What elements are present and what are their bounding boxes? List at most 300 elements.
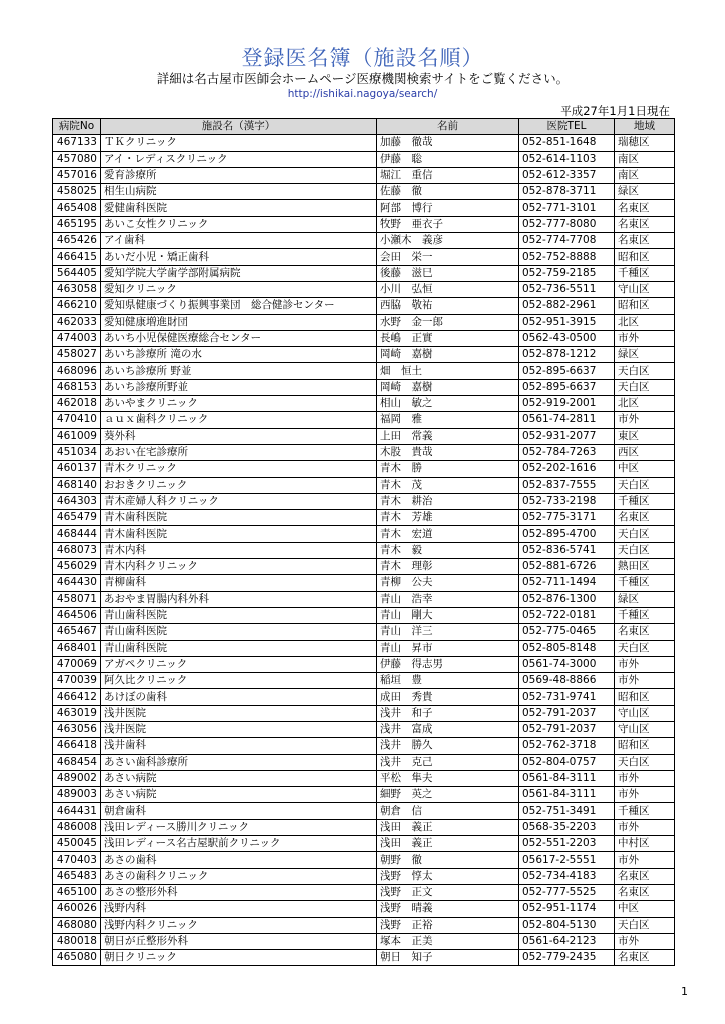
cell-name: 上田 常義 (377, 428, 519, 444)
cell-no: 468444 (53, 526, 101, 542)
cell-tel: 052-614-1103 (519, 151, 615, 167)
table-row (53, 559, 675, 575)
table-row (53, 233, 675, 249)
cell-area: 天白区 (615, 754, 675, 770)
cell-name: 牧野 亜衣子 (377, 216, 519, 232)
cell-tel: 052-551-2203 (519, 836, 615, 852)
cell-name: 青柳 公夫 (377, 575, 519, 591)
cell-name: 青山 昇市 (377, 640, 519, 656)
cell-name: 成田 秀貴 (377, 689, 519, 705)
cell-name: 会田 栄一 (377, 249, 519, 265)
cell-tel: 052-762-3718 (519, 738, 615, 754)
cell-area: 天白区 (615, 917, 675, 933)
column-header-tel: 医院TEL (519, 119, 615, 135)
cell-area: 昭和区 (615, 689, 675, 705)
cell-name: 浅田 義正 (377, 819, 519, 835)
table-row (53, 721, 675, 737)
cell-tel: 052-722-0181 (519, 607, 615, 623)
cell-name: 浅野 晴義 (377, 901, 519, 917)
cell-facility: 浅田レディース勝川クリニック (101, 819, 377, 835)
cell-no: 480018 (53, 933, 101, 949)
table-row (53, 444, 675, 460)
cell-no: 456029 (53, 559, 101, 575)
cell-name: 浅野 惇太 (377, 868, 519, 884)
cell-no: 466418 (53, 738, 101, 754)
cell-no: 457016 (53, 167, 101, 183)
page-number: 1 (681, 985, 688, 998)
cell-area: 天白区 (615, 526, 675, 542)
cell-tel: 052-779-2435 (519, 950, 615, 966)
table-row (53, 281, 675, 297)
cell-tel: 052-878-3711 (519, 184, 615, 200)
cell-no: 464430 (53, 575, 101, 591)
cell-tel: 0561-64-2123 (519, 933, 615, 949)
cell-name: 岡崎 嘉樹 (377, 347, 519, 363)
cell-facility: 浅野内科クリニック (101, 917, 377, 933)
cell-name: 青木 勝 (377, 461, 519, 477)
cell-name: 朝日 知子 (377, 950, 519, 966)
cell-name: 浅野 正文 (377, 884, 519, 900)
cell-facility: あいち診療所野並 (101, 379, 377, 395)
cell-name: 青木 理彰 (377, 559, 519, 575)
cell-name: 朝野 徹 (377, 852, 519, 868)
table-row (53, 249, 675, 265)
cell-tel: 052-931-2077 (519, 428, 615, 444)
cell-facility: 葵外科 (101, 428, 377, 444)
cell-facility: あさい病院 (101, 787, 377, 803)
cell-area: 千種区 (615, 493, 675, 509)
cell-tel: 0562-43-0500 (519, 330, 615, 346)
cell-tel: 052-895-6637 (519, 363, 615, 379)
registry-table (52, 118, 675, 966)
cell-no: 564405 (53, 265, 101, 281)
table-row (53, 884, 675, 900)
cell-facility: 愛知クリニック (101, 281, 377, 297)
cell-no: 465483 (53, 868, 101, 884)
cell-facility: あさの歯科クリニック (101, 868, 377, 884)
table-row (53, 803, 675, 819)
table-row (53, 836, 675, 852)
cell-no: 489003 (53, 787, 101, 803)
cell-no: 463056 (53, 721, 101, 737)
cell-facility: あさの整形外科 (101, 884, 377, 900)
cell-no: 465408 (53, 200, 101, 216)
cell-tel: 0561-74-3000 (519, 656, 615, 672)
cell-name: 西脇 敬祐 (377, 298, 519, 314)
cell-no: 465467 (53, 624, 101, 640)
cell-facility: 愛知学院大学歯学部附属病院 (101, 265, 377, 281)
cell-name: 稲垣 豊 (377, 673, 519, 689)
cell-no: 468401 (53, 640, 101, 656)
cell-no: 458071 (53, 591, 101, 607)
column-header-area: 地域 (615, 119, 675, 135)
cell-name: 伊藤 得志男 (377, 656, 519, 672)
table-row (53, 526, 675, 542)
cell-facility: 浅田レディース名古屋駅前クリニック (101, 836, 377, 852)
cell-no: 470069 (53, 656, 101, 672)
table-row (53, 705, 675, 721)
cell-area: 市外 (615, 412, 675, 428)
cell-tel: 05617-2-5551 (519, 852, 615, 868)
cell-area: 昭和区 (615, 249, 675, 265)
table-row (53, 151, 675, 167)
as-of-date: 平成27年1月1日現在 (560, 104, 670, 118)
cell-tel: 052-752-8888 (519, 249, 615, 265)
cell-name: 小川 弘恒 (377, 281, 519, 297)
cell-tel: 052-777-5525 (519, 884, 615, 900)
cell-name: 浅井 勝久 (377, 738, 519, 754)
cell-no: 465195 (53, 216, 101, 232)
cell-area: 守山区 (615, 281, 675, 297)
cell-tel: 052-895-4700 (519, 526, 615, 542)
cell-area: 名東区 (615, 510, 675, 526)
cell-no: 468140 (53, 477, 101, 493)
table-row (53, 461, 675, 477)
table-row (53, 265, 675, 281)
table-row (53, 738, 675, 754)
cell-no: 464431 (53, 803, 101, 819)
cell-area: 名東区 (615, 200, 675, 216)
cell-name: 岡崎 嘉樹 (377, 379, 519, 395)
cell-tel: 052-612-3357 (519, 167, 615, 183)
cell-area: 西区 (615, 444, 675, 460)
cell-tel: 052-951-3915 (519, 314, 615, 330)
cell-no: 458027 (53, 347, 101, 363)
cell-name: 青山 浩幸 (377, 591, 519, 607)
cell-facility: あいち診療所 滝の水 (101, 347, 377, 363)
table-row (53, 901, 675, 917)
cell-facility: 浅井歯科 (101, 738, 377, 754)
cell-facility: あおやま胃腸内科外科 (101, 591, 377, 607)
cell-facility: あいやまクリニック (101, 396, 377, 412)
cell-tel: 052-851-1648 (519, 135, 615, 151)
cell-tel: 052-876-1300 (519, 591, 615, 607)
column-header-facility: 施設名（漢字） (101, 119, 377, 135)
table-row (53, 347, 675, 363)
cell-area: 市外 (615, 673, 675, 689)
cell-area: 守山区 (615, 721, 675, 737)
cell-name: 青木 芳雄 (377, 510, 519, 526)
cell-tel: 052-775-0465 (519, 624, 615, 640)
cell-area: 千種区 (615, 607, 675, 623)
cell-name: 浅野 正裕 (377, 917, 519, 933)
cell-name: 浅井 克己 (377, 754, 519, 770)
cell-area: 天白区 (615, 363, 675, 379)
cell-area: 市外 (615, 330, 675, 346)
cell-facility: あいち小児保健医療総合センター (101, 330, 377, 346)
cell-no: 462033 (53, 314, 101, 330)
column-header-name: 名前 (377, 119, 519, 135)
cell-facility: 朝日が丘整形外科 (101, 933, 377, 949)
cell-name: 平松 隼夫 (377, 770, 519, 786)
table-row (53, 200, 675, 216)
cell-tel: 052-736-5511 (519, 281, 615, 297)
cell-facility: あいこ女性クリニック (101, 216, 377, 232)
cell-facility: 浅井医院 (101, 705, 377, 721)
cell-no: 467133 (53, 135, 101, 151)
cell-tel: 052-734-4183 (519, 868, 615, 884)
cell-area: 緑区 (615, 184, 675, 200)
cell-area: 中区 (615, 901, 675, 917)
cell-tel: 052-791-2037 (519, 705, 615, 721)
cell-area: 南区 (615, 151, 675, 167)
cell-tel: 052-805-8148 (519, 640, 615, 656)
cell-name: 木股 貴哉 (377, 444, 519, 460)
cell-tel: 052-751-3491 (519, 803, 615, 819)
cell-area: 千種区 (615, 803, 675, 819)
cell-no: 462018 (53, 396, 101, 412)
table-row (53, 575, 675, 591)
cell-area: 南区 (615, 167, 675, 183)
cell-tel: 052-759-2185 (519, 265, 615, 281)
table-row (53, 412, 675, 428)
cell-facility: 阿久比クリニック (101, 673, 377, 689)
table-row (53, 607, 675, 623)
cell-name: 浅井 和子 (377, 705, 519, 721)
cell-tel: 052-771-3101 (519, 200, 615, 216)
cell-no: 463019 (53, 705, 101, 721)
cell-area: 天白区 (615, 542, 675, 558)
cell-tel: 052-837-7555 (519, 477, 615, 493)
table-row (53, 933, 675, 949)
cell-facility: 朝倉歯科 (101, 803, 377, 819)
cell-area: 天白区 (615, 379, 675, 395)
cell-no: 470039 (53, 673, 101, 689)
table-row (53, 330, 675, 346)
cell-area: 市外 (615, 770, 675, 786)
table-row (53, 950, 675, 966)
cell-no: 486008 (53, 819, 101, 835)
cell-area: 市外 (615, 933, 675, 949)
cell-area: 昭和区 (615, 298, 675, 314)
table-row (53, 363, 675, 379)
cell-facility: 青木産婦人科クリニック (101, 493, 377, 509)
search-url-link[interactable]: http://ishikai.nagoya/search/ (287, 88, 438, 100)
cell-name: 青木 耕治 (377, 493, 519, 509)
table-row (53, 167, 675, 183)
cell-area: 東区 (615, 428, 675, 444)
cell-tel: 052-881-6726 (519, 559, 615, 575)
cell-no: 458025 (53, 184, 101, 200)
cell-name: 畑 恒土 (377, 363, 519, 379)
table-row (53, 542, 675, 558)
cell-name: 伊藤 聡 (377, 151, 519, 167)
cell-area: 天白区 (615, 640, 675, 656)
cell-no: 468073 (53, 542, 101, 558)
table-row (53, 852, 675, 868)
cell-no: 451034 (53, 444, 101, 460)
cell-area: 千種区 (615, 265, 675, 281)
cell-facility: 青木内科 (101, 542, 377, 558)
cell-name: 加藤 徹哉 (377, 135, 519, 151)
cell-tel: 0561-74-2811 (519, 412, 615, 428)
cell-tel: 052-804-0757 (519, 754, 615, 770)
cell-name: 浅井 富成 (377, 721, 519, 737)
cell-tel: 052-882-2961 (519, 298, 615, 314)
table-row (53, 868, 675, 884)
column-header-no: 病院No (53, 119, 101, 135)
cell-tel: 052-951-1174 (519, 901, 615, 917)
cell-facility: アガペクリニック (101, 656, 377, 672)
cell-area: 中村区 (615, 836, 675, 852)
cell-facility: あいち診療所 野並 (101, 363, 377, 379)
cell-no: 464303 (53, 493, 101, 509)
cell-name: 朝倉 信 (377, 803, 519, 819)
table-row (53, 640, 675, 656)
cell-name: 相山 敏之 (377, 396, 519, 412)
cell-tel: 052-711-1494 (519, 575, 615, 591)
cell-facility: 青木歯科医院 (101, 526, 377, 542)
cell-tel: 0569-48-8866 (519, 673, 615, 689)
cell-area: 名東区 (615, 624, 675, 640)
table-header-row (53, 119, 675, 135)
table-row (53, 787, 675, 803)
cell-facility: 朝日クリニック (101, 950, 377, 966)
cell-no: 465100 (53, 884, 101, 900)
cell-facility: 青山歯科医院 (101, 624, 377, 640)
subtitle: 詳細は名古屋市医師会ホームページ医療機関検索サイトをご覧ください。 (156, 71, 569, 86)
cell-area: 名東区 (615, 950, 675, 966)
cell-area: 市外 (615, 787, 675, 803)
cell-name: 水野 金一郎 (377, 314, 519, 330)
cell-name: 青木 茂 (377, 477, 519, 493)
cell-name: 塚本 正美 (377, 933, 519, 949)
cell-facility: あさの歯科 (101, 852, 377, 868)
cell-no: 468153 (53, 379, 101, 395)
table-row (53, 591, 675, 607)
cell-facility: 愛育診療所 (101, 167, 377, 183)
cell-name: 青山 剛大 (377, 607, 519, 623)
cell-area: 名東区 (615, 884, 675, 900)
cell-no: 474003 (53, 330, 101, 346)
cell-facility: あさい歯科診療所 (101, 754, 377, 770)
cell-tel: 052-777-8080 (519, 216, 615, 232)
cell-no: 463058 (53, 281, 101, 297)
cell-facility: 愛知県健康づくり振興事業団 総合健診センター (101, 298, 377, 314)
cell-area: 名東区 (615, 868, 675, 884)
table-row (53, 298, 675, 314)
page-title: 登録医名簿（施設名順） (241, 46, 484, 70)
cell-no: 468080 (53, 917, 101, 933)
cell-facility: 青柳歯科 (101, 575, 377, 591)
cell-no: 465426 (53, 233, 101, 249)
cell-facility: アイ・レディスクリニック (101, 151, 377, 167)
cell-tel: 052-804-5130 (519, 917, 615, 933)
cell-tel: 052-733-2198 (519, 493, 615, 509)
cell-no: 466210 (53, 298, 101, 314)
cell-no: 461009 (53, 428, 101, 444)
cell-tel: 052-202-1616 (519, 461, 615, 477)
cell-area: 瑞穂区 (615, 135, 675, 151)
cell-area: 名東区 (615, 216, 675, 232)
cell-no: 466415 (53, 249, 101, 265)
cell-no: 489002 (53, 770, 101, 786)
cell-area: 市外 (615, 819, 675, 835)
cell-name: 長嶋 正實 (377, 330, 519, 346)
cell-area: 市外 (615, 852, 675, 868)
cell-facility: 青木内科クリニック (101, 559, 377, 575)
cell-facility: 青木クリニック (101, 461, 377, 477)
table-row (53, 673, 675, 689)
cell-area: 千種区 (615, 575, 675, 591)
cell-facility: ＴＫクリニック (101, 135, 377, 151)
cell-tel: 052-775-3171 (519, 510, 615, 526)
cell-facility: 相生山病院 (101, 184, 377, 200)
table-row (53, 689, 675, 705)
cell-facility: アイ歯科 (101, 233, 377, 249)
cell-facility: あけぼの歯科 (101, 689, 377, 705)
cell-name: 後藤 滋巳 (377, 265, 519, 281)
cell-tel: 052-784-7263 (519, 444, 615, 460)
cell-tel: 052-791-2037 (519, 721, 615, 737)
cell-facility: 愛知健康増進財団 (101, 314, 377, 330)
cell-area: 昭和区 (615, 738, 675, 754)
cell-tel: 052-895-6637 (519, 379, 615, 395)
cell-facility: あおい在宅診療所 (101, 444, 377, 460)
cell-area: 天白区 (615, 477, 675, 493)
cell-no: 460137 (53, 461, 101, 477)
table-row (53, 428, 675, 444)
cell-name: 阿部 博行 (377, 200, 519, 216)
cell-facility: 青木歯科医院 (101, 510, 377, 526)
cell-no: 460026 (53, 901, 101, 917)
cell-no: 470410 (53, 412, 101, 428)
table-row (53, 184, 675, 200)
table-row (53, 135, 675, 151)
table-row (53, 819, 675, 835)
cell-no: 468096 (53, 363, 101, 379)
cell-facility: ａｕｘ歯科クリニック (101, 412, 377, 428)
cell-tel: 052-919-2001 (519, 396, 615, 412)
cell-area: 守山区 (615, 705, 675, 721)
cell-no: 464506 (53, 607, 101, 623)
table-row (53, 656, 675, 672)
cell-name: 青木 毅 (377, 542, 519, 558)
cell-facility: 浅井医院 (101, 721, 377, 737)
cell-tel: 052-878-1212 (519, 347, 615, 363)
cell-facility: 青山歯科医院 (101, 640, 377, 656)
cell-area: 市外 (615, 656, 675, 672)
cell-no: 470403 (53, 852, 101, 868)
cell-area: 中区 (615, 461, 675, 477)
cell-name: 青山 洋三 (377, 624, 519, 640)
cell-area: 緑区 (615, 347, 675, 363)
cell-facility: あさい病院 (101, 770, 377, 786)
table-row (53, 624, 675, 640)
table-row (53, 396, 675, 412)
cell-no: 468454 (53, 754, 101, 770)
table-row (53, 216, 675, 232)
cell-no: 457080 (53, 151, 101, 167)
cell-tel: 052-731-9741 (519, 689, 615, 705)
table-row (53, 314, 675, 330)
cell-tel: 0568-35-2203 (519, 819, 615, 835)
table-row (53, 493, 675, 509)
cell-facility: おおきクリニック (101, 477, 377, 493)
cell-area: 熱田区 (615, 559, 675, 575)
table-row (53, 379, 675, 395)
cell-no: 466412 (53, 689, 101, 705)
cell-facility: 浅野内科 (101, 901, 377, 917)
cell-name: 青木 宏道 (377, 526, 519, 542)
cell-tel: 052-774-7708 (519, 233, 615, 249)
cell-tel: 0561-84-3111 (519, 787, 615, 803)
cell-name: 細野 英之 (377, 787, 519, 803)
cell-name: 浅田 義正 (377, 836, 519, 852)
table-row (53, 754, 675, 770)
cell-area: 緑区 (615, 591, 675, 607)
cell-tel: 0561-84-3111 (519, 770, 615, 786)
